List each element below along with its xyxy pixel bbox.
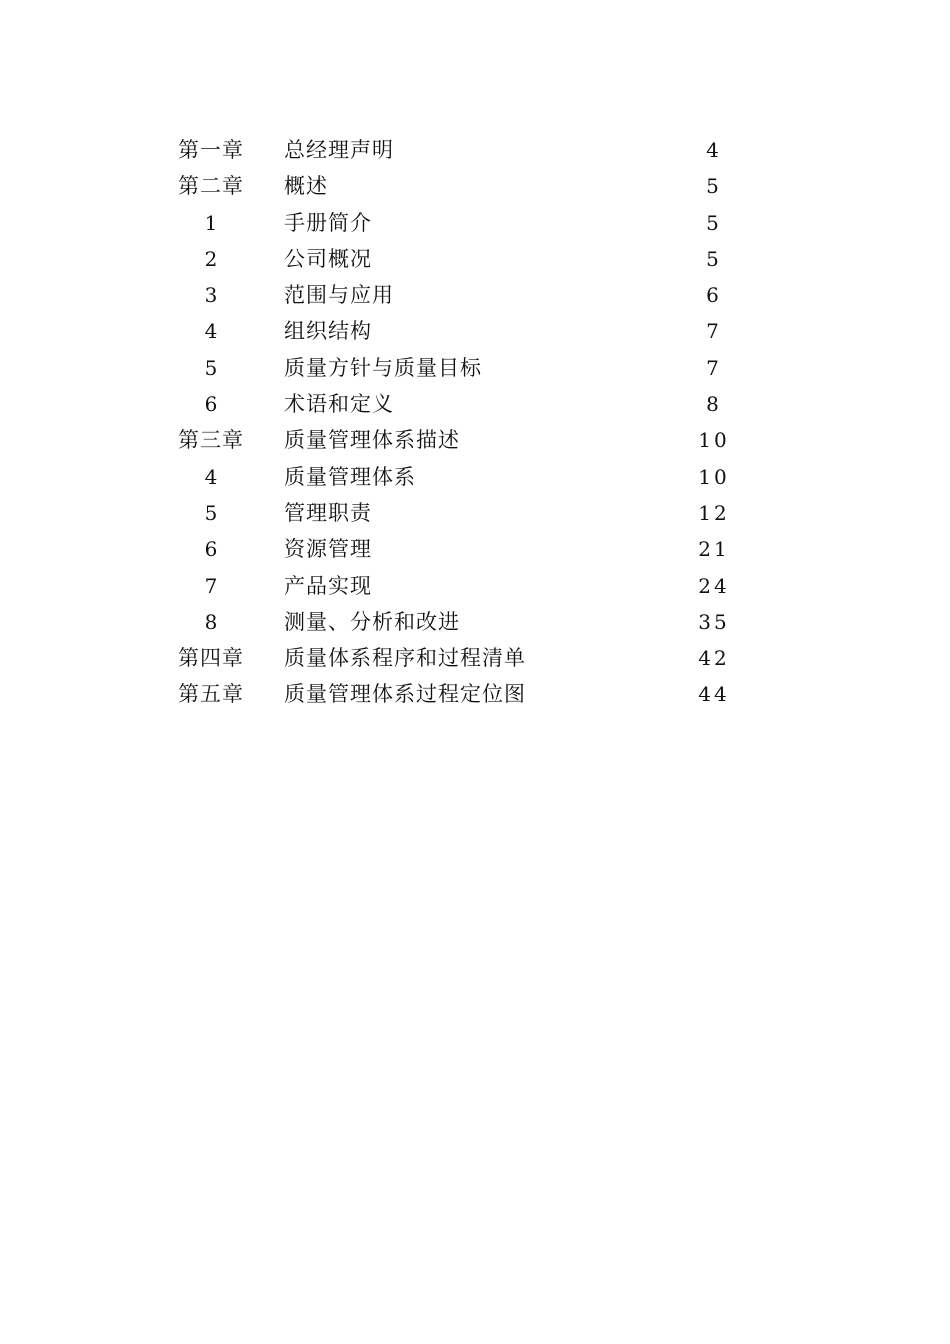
toc-entry-title: 管理职责 — [284, 500, 372, 525]
toc-entry-title: 手册简介 — [284, 210, 372, 235]
toc-entry-title: 组织结构 — [284, 319, 372, 344]
toc-entry[interactable] — [0, 568, 950, 604]
toc-entry-title: 总经理声明 — [284, 138, 394, 162]
toc-entry[interactable] — [0, 422, 950, 458]
toc-entry-number: 8 — [204, 609, 218, 634]
toc-entry-title: 质量体系程序和过程清单 — [284, 646, 526, 671]
toc-entry-number: 2 — [204, 246, 218, 271]
toc-entry-page: 6 — [706, 283, 722, 308]
toc-entry-number: 5 — [204, 500, 218, 525]
toc-entry-page: 4 — [706, 138, 722, 162]
toc-entry[interactable] — [0, 386, 950, 422]
toc-entry-page: 21 — [698, 537, 730, 562]
toc-entry[interactable] — [0, 640, 950, 676]
toc-entry-page: 7 — [706, 355, 722, 380]
toc-entry-page: 10 — [698, 464, 730, 489]
toc-entry-title: 资源管理 — [284, 537, 372, 562]
toc-entry[interactable] — [0, 168, 950, 204]
toc-entry[interactable] — [0, 241, 950, 277]
toc-entry[interactable] — [0, 313, 950, 349]
toc-entry-number: 3 — [204, 283, 218, 308]
toc-entry[interactable] — [0, 676, 950, 712]
toc-entry-title: 质量方针与质量目标 — [284, 355, 482, 380]
toc-entry-title: 范围与应用 — [284, 283, 394, 308]
toc-entry-title: 质量管理体系描述 — [284, 428, 460, 453]
toc-entry-title: 术语和定义 — [284, 392, 394, 417]
toc-entry-page: 44 — [698, 682, 730, 707]
toc-entry-title: 质量管理体系 — [284, 464, 416, 489]
toc-entry-page: 24 — [698, 573, 730, 598]
toc-entry-number: 4 — [204, 319, 218, 344]
toc-entry[interactable] — [0, 277, 950, 313]
toc-entry-number: 第三章 — [178, 428, 244, 453]
toc-entry-page: 35 — [698, 609, 730, 634]
toc-entry-title: 测量、分析和改进 — [284, 609, 460, 634]
toc-entry[interactable] — [0, 495, 950, 531]
toc-entry-page: 8 — [706, 392, 722, 417]
toc-entry[interactable] — [0, 459, 950, 495]
toc-entry[interactable] — [0, 604, 950, 640]
toc-entry-title: 概述 — [284, 174, 328, 199]
toc-entry-number: 4 — [204, 464, 218, 489]
toc-entry-number: 6 — [204, 392, 218, 417]
toc-entry-title: 产品实现 — [284, 573, 372, 598]
toc-entry-number: 第一章 — [178, 138, 244, 162]
toc-entry-page: 42 — [698, 646, 730, 671]
toc-entry-number: 第四章 — [178, 646, 244, 671]
toc-entry[interactable] — [0, 132, 950, 168]
toc-entry-number: 5 — [204, 355, 218, 380]
toc-entry-number: 1 — [204, 210, 218, 235]
toc-entry-number: 6 — [204, 537, 218, 562]
toc-entry[interactable] — [0, 350, 950, 386]
toc-entry-page: 12 — [698, 500, 730, 525]
toc-entry-page: 10 — [698, 428, 730, 453]
toc-entry-page: 7 — [706, 319, 722, 344]
toc-entry[interactable] — [0, 531, 950, 567]
toc-entry-title: 质量管理体系过程定位图 — [284, 682, 526, 707]
toc-entry-title: 公司概况 — [284, 246, 372, 271]
table-of-contents — [0, 132, 950, 713]
toc-entry-number: 7 — [204, 573, 218, 598]
toc-entry-page: 5 — [706, 246, 722, 271]
toc-entry-number: 第五章 — [178, 682, 244, 707]
toc-entry-number: 第二章 — [178, 174, 244, 199]
toc-entry[interactable] — [0, 205, 950, 241]
toc-entry-page: 5 — [706, 174, 722, 199]
toc-entry-page: 5 — [706, 210, 722, 235]
